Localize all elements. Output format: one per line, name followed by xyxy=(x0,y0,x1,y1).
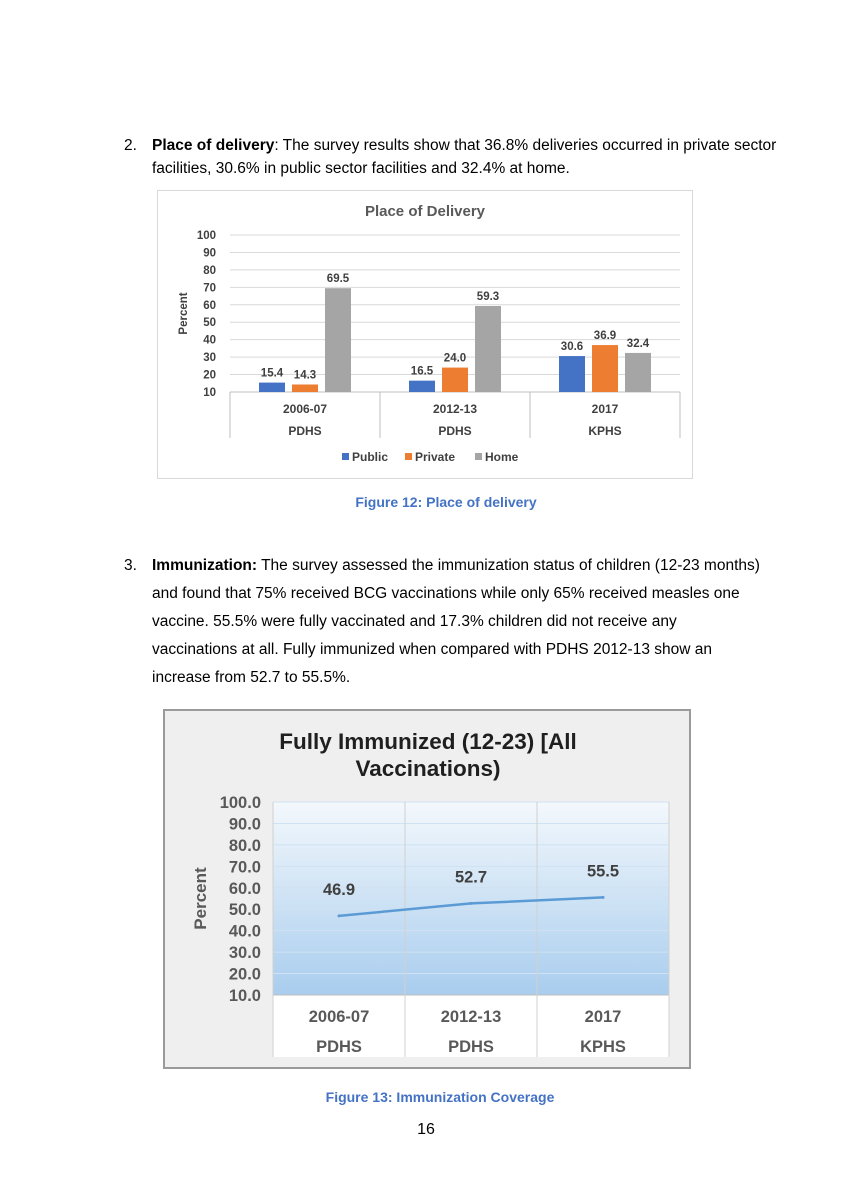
chart-title: Place of Delivery xyxy=(364,203,486,220)
y-tick-label: 100 xyxy=(196,230,216,242)
y-tick-label: 100.0 xyxy=(219,794,261,812)
paragraph-text: The survey assessed the immunization status of children (12-23 months) and found that 75% received BCG vaccinations while only 65% received measles one vaccine. 55.5% were fully vaccinated and 17.3% children did not receive any vaccinations at all. Fully immunized when compared with PDHS 2012-13 show an increase from 52.7 to 55.5%. xyxy=(152,557,760,686)
y-tick-label: 50 xyxy=(203,317,216,330)
y-axis-label: Percent xyxy=(178,292,190,335)
x-tick-label: KPHS xyxy=(588,424,622,438)
bar-public xyxy=(409,381,435,392)
chart-title: Vaccinations) xyxy=(355,756,501,781)
y-tick-label: 10 xyxy=(203,387,216,399)
y-tick-label: 70 xyxy=(203,282,216,295)
y-tick-label: 70.0 xyxy=(228,858,261,877)
data-point xyxy=(602,896,605,899)
paragraph-heading: Immunization: xyxy=(152,557,258,574)
bar-home xyxy=(475,306,501,392)
legend-label: Home xyxy=(485,450,519,464)
data-label: 16.5 xyxy=(410,365,434,378)
x-tick-label: 2006-07 xyxy=(308,1008,370,1026)
paragraph-text: : The survey results show that 36.8% deliveries occurred in private sector facilities, 30.6% in public sector facilities and 32.4% at home. xyxy=(152,137,777,177)
legend-swatch-home xyxy=(475,453,482,460)
x-tick-label: PDHS xyxy=(438,424,472,438)
figure-13-caption: Figure 13: Immunization Coverage xyxy=(325,1089,555,1105)
legend-label: Private xyxy=(415,450,456,464)
y-tick-label: 80 xyxy=(203,264,216,277)
data-label: 24.0 xyxy=(443,352,467,365)
y-tick-label: 90.0 xyxy=(228,815,261,834)
x-tick-label: KPHS xyxy=(580,1038,626,1056)
paragraph-body xyxy=(152,552,762,692)
data-point xyxy=(470,902,473,905)
x-tick-label: PDHS xyxy=(448,1038,494,1056)
legend-label: Public xyxy=(352,450,389,464)
y-tick-label: 10.0 xyxy=(228,987,261,1005)
x-tick-label: 2012-13 xyxy=(432,402,478,416)
y-tick-label: 60 xyxy=(203,299,216,312)
data-label: 30.6 xyxy=(560,341,584,354)
data-label: 59.3 xyxy=(476,290,500,303)
data-label: 52.7 xyxy=(454,868,488,887)
place-of-delivery-chart xyxy=(157,190,693,479)
x-tick-label: 2017 xyxy=(584,1008,622,1026)
y-tick-label: 20.0 xyxy=(228,965,261,984)
y-tick-label: 60.0 xyxy=(228,879,261,898)
list-number: 2. xyxy=(124,137,137,154)
page-number: 16 xyxy=(417,1121,435,1138)
data-label: 14.3 xyxy=(293,369,317,382)
paragraph-heading: Place of delivery xyxy=(152,137,275,154)
data-label: 69.5 xyxy=(326,273,350,286)
list-number: 3. xyxy=(124,557,137,574)
data-point xyxy=(338,914,341,917)
legend-swatch-private xyxy=(405,453,412,460)
x-tick-label: 2012-13 xyxy=(440,1008,502,1026)
chart-title: Fully Immunized (12-23) [All xyxy=(279,729,577,754)
data-label: 36.9 xyxy=(593,330,617,343)
bar-public xyxy=(559,356,585,392)
bar-home xyxy=(625,353,651,392)
x-tick-label: PDHS xyxy=(316,1038,362,1056)
bar-public xyxy=(259,383,285,392)
bar-private xyxy=(292,384,318,392)
paragraph-body xyxy=(152,134,782,180)
data-label: 15.4 xyxy=(260,367,284,380)
y-tick-label: 50.0 xyxy=(228,901,261,920)
data-label: 46.9 xyxy=(322,880,356,899)
data-label: 32.4 xyxy=(626,337,650,350)
y-tick-label: 90 xyxy=(203,247,216,260)
y-tick-label: 30 xyxy=(203,352,216,365)
x-tick-label: PDHS xyxy=(288,424,322,438)
legend-swatch-public xyxy=(342,453,349,460)
y-tick-label: 40 xyxy=(203,334,216,347)
y-tick-label: 80.0 xyxy=(228,836,261,855)
bar-private xyxy=(592,345,618,392)
y-tick-label: 30.0 xyxy=(228,944,261,963)
figure-12-caption: Figure 12: Place of delivery xyxy=(355,494,537,510)
fully-immunized-chart xyxy=(163,709,691,1069)
y-tick-label: 40.0 xyxy=(228,922,261,941)
bar-home xyxy=(325,288,351,392)
y-tick-label: 20 xyxy=(203,369,216,382)
x-tick-label: 2006-07 xyxy=(282,402,328,416)
x-tick-label: 2017 xyxy=(591,402,619,416)
data-label: 55.5 xyxy=(586,862,620,881)
y-axis-label: Percent xyxy=(191,867,210,930)
bar-private xyxy=(442,368,468,392)
